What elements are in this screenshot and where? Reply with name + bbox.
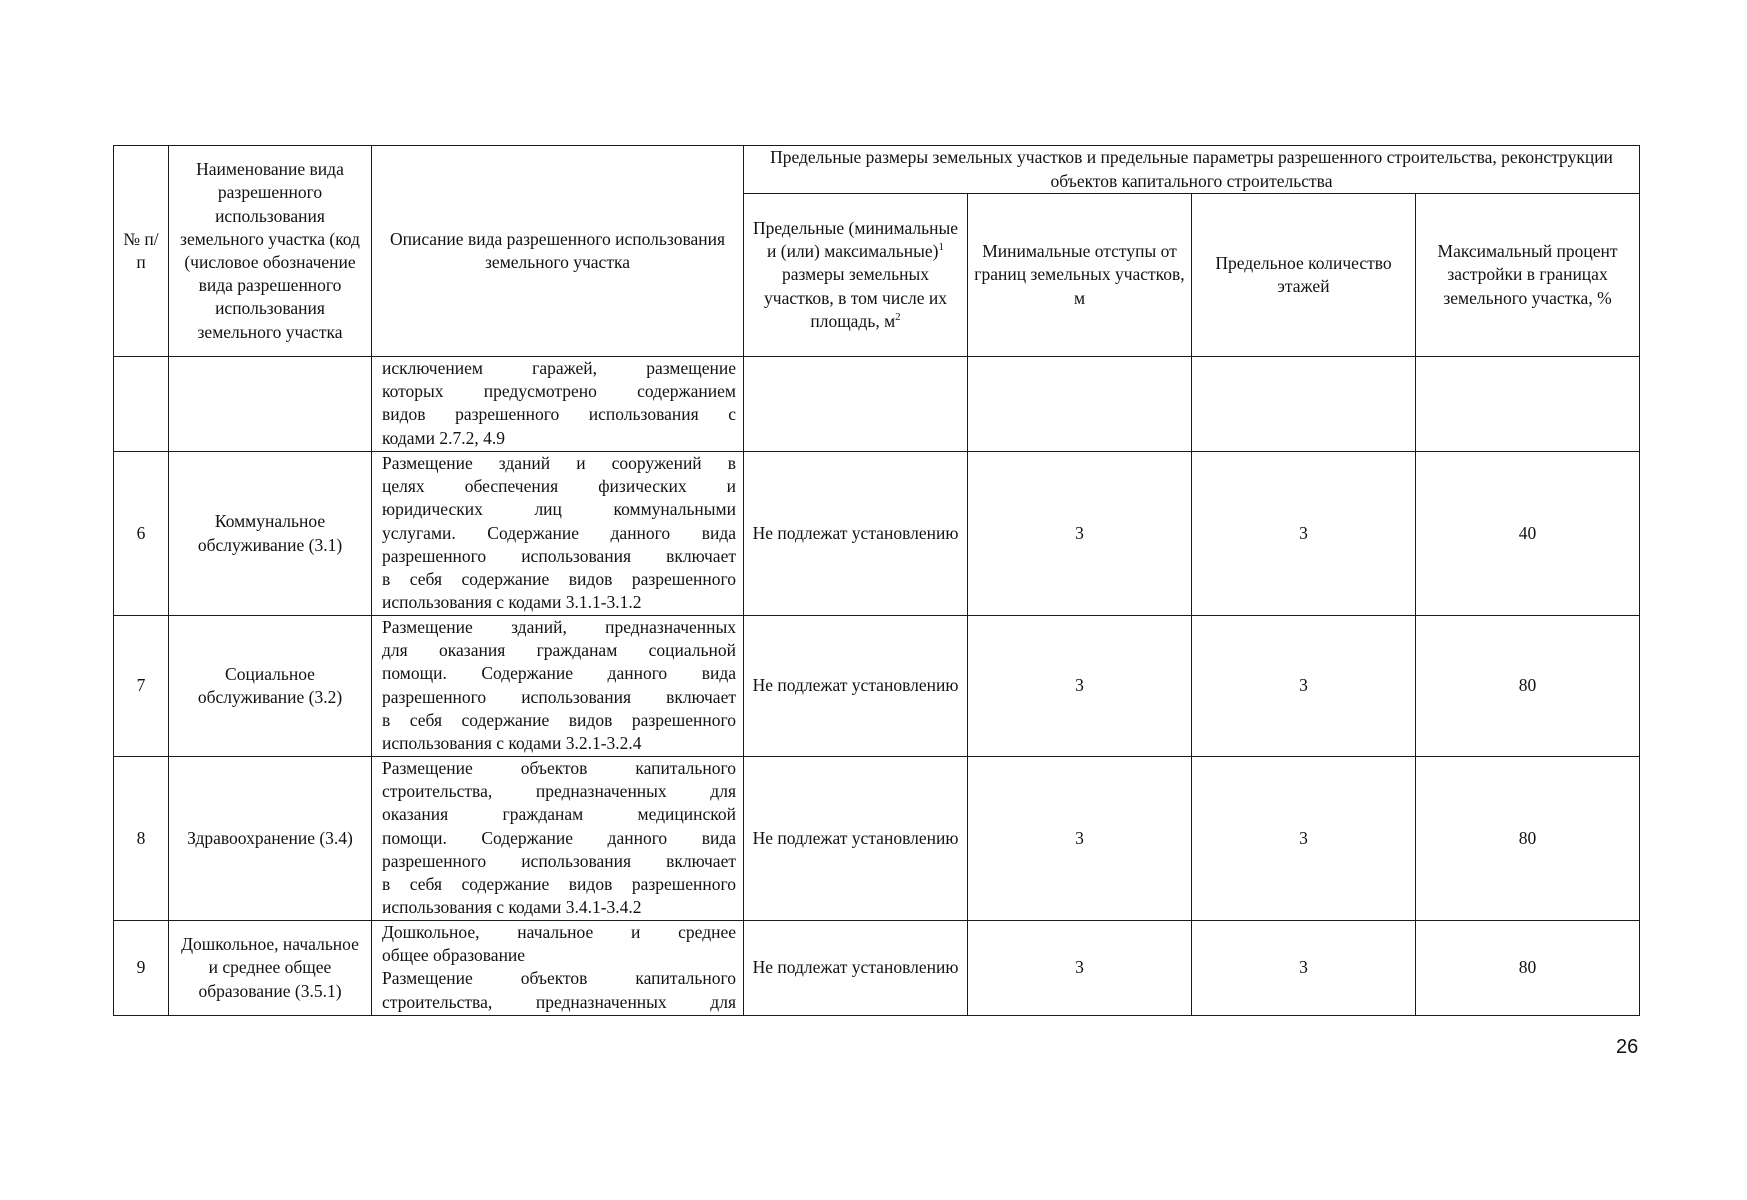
description-line: юридических лиц коммунальными: [382, 499, 736, 520]
row-setback: 3: [968, 757, 1192, 921]
header-plot-size: [744, 194, 968, 357]
table-row: [114, 616, 1640, 757]
row-num: 7: [114, 616, 169, 757]
header-group: Предельные размеры земельных участков и предельные параметры разрешенного строительства, реконструкции объектов капитального строительства: [744, 146, 1640, 194]
description-line: использования с кодами 3.1.1-3.1.2: [382, 592, 642, 613]
header-description: Описание вида разрешенного использования земельного участка: [372, 146, 744, 357]
row-description: [372, 757, 744, 921]
description-line: в себя содержание видов разрешенного: [382, 709, 736, 730]
row-name: Социальное обслуживание (3.2): [169, 616, 372, 757]
row-floors: [1192, 357, 1416, 452]
header-setbacks: Минимальные отступы от границ земельных участков, м: [968, 194, 1192, 357]
row-num: 6: [114, 452, 169, 616]
row-name: Дошкольное, начальное и среднее общее образование (3.5.1): [169, 921, 372, 1016]
land-use-regulations-table: [113, 145, 1640, 1016]
row-setback: 3: [968, 921, 1192, 1016]
page-number: 26: [1616, 1036, 1639, 1058]
row-num: [114, 357, 169, 452]
row-description: [372, 616, 744, 757]
row-num: 9: [114, 921, 169, 1016]
description-line: для оказания гражданам социальной: [382, 640, 736, 661]
description-line: использования с кодами 3.4.1-3.4.2: [382, 897, 642, 918]
header-num: № п/п: [114, 146, 169, 357]
description-line: исключением гаражей, размещение: [382, 358, 736, 378]
description-line: разрешенного использования включает: [382, 545, 736, 566]
header-plot-size-prefix: Предельные (минимальные и (или) максимальные): [752, 217, 959, 262]
description-line: использования с кодами 3.2.1-3.2.4: [382, 733, 642, 754]
row-plot-size: Не подлежат установлению: [744, 452, 968, 616]
description-line: кодами 2.7.2, 4.9: [382, 427, 505, 448]
row-name: [169, 357, 372, 452]
table-row: [114, 757, 1640, 921]
description-line: разрешенного использования включает: [382, 686, 736, 707]
row-plot-size: Не подлежат установлению: [744, 921, 968, 1016]
description-line: оказания гражданам медицинской: [382, 804, 736, 825]
row-description: [372, 921, 744, 1016]
row-floors: 3: [1192, 616, 1416, 757]
header-plot-size-suffix: размеры земельных участков, в том числе их площадь, м: [764, 264, 947, 331]
row-setback: 3: [968, 452, 1192, 616]
row-coverage: 80: [1416, 616, 1640, 757]
description-line: разрешенного использования включает: [382, 850, 736, 871]
row-setback: 3: [968, 616, 1192, 757]
description-line: видов разрешенного использования с: [382, 404, 736, 425]
row-floors: 3: [1192, 921, 1416, 1016]
description-line: Дошкольное, начальное и среднее: [382, 922, 736, 942]
row-name: Коммунальное обслуживание (3.1): [169, 452, 372, 616]
row-plot-size: Не подлежат установлению: [744, 757, 968, 921]
description-line: услугами. Содержание данного вида: [382, 522, 736, 543]
row-coverage: 80: [1416, 757, 1640, 921]
description-line: Размещение объектов капитального: [382, 758, 736, 778]
description-line: в себя содержание видов разрешенного: [382, 874, 736, 895]
header-plot-size-unit: 2: [895, 310, 901, 323]
description-line: которых предусмотрено содержанием: [382, 381, 736, 402]
row-description: [372, 357, 744, 452]
description-line: общее образование: [382, 945, 526, 966]
row-coverage: [1416, 357, 1640, 452]
header-name: Наименование вида разрешенного использования земельного участка (код (числовое обозначение вида разрешенного использования земельного участка: [169, 146, 372, 357]
row-description: [372, 452, 744, 616]
description-line: строительства, предназначенных для: [382, 781, 736, 802]
description-line: Размещение зданий, предназначенных: [382, 617, 736, 637]
row-floors: 3: [1192, 452, 1416, 616]
description-line: помощи. Содержание данного вида: [382, 827, 736, 848]
table-row: [114, 357, 1640, 452]
row-plot-size: Не подлежат установлению: [744, 616, 968, 757]
row-num: 8: [114, 757, 169, 921]
row-floors: 3: [1192, 757, 1416, 921]
description-line: Размещение зданий и сооружений в: [382, 453, 736, 473]
table-row: [114, 452, 1640, 616]
row-coverage: 40: [1416, 452, 1640, 616]
header-plot-size-footnote: 1: [938, 241, 944, 254]
description-line: в себя содержание видов разрешенного: [382, 569, 736, 590]
row-plot-size: [744, 357, 968, 452]
header-coverage: Максимальный процент застройки в границах земельного участка, %: [1416, 194, 1640, 357]
description-line: строительства, предназначенных для: [382, 991, 736, 1012]
row-setback: [968, 357, 1192, 452]
description-line: целях обеспечения физических и: [382, 476, 736, 497]
row-name: Здравоохранение (3.4): [169, 757, 372, 921]
table-row: [114, 921, 1640, 1016]
header-floors: Предельное количество этажей: [1192, 194, 1416, 357]
description-line: помощи. Содержание данного вида: [382, 663, 736, 684]
row-coverage: 80: [1416, 921, 1640, 1016]
description-line: Размещение объектов капитального: [382, 968, 736, 989]
